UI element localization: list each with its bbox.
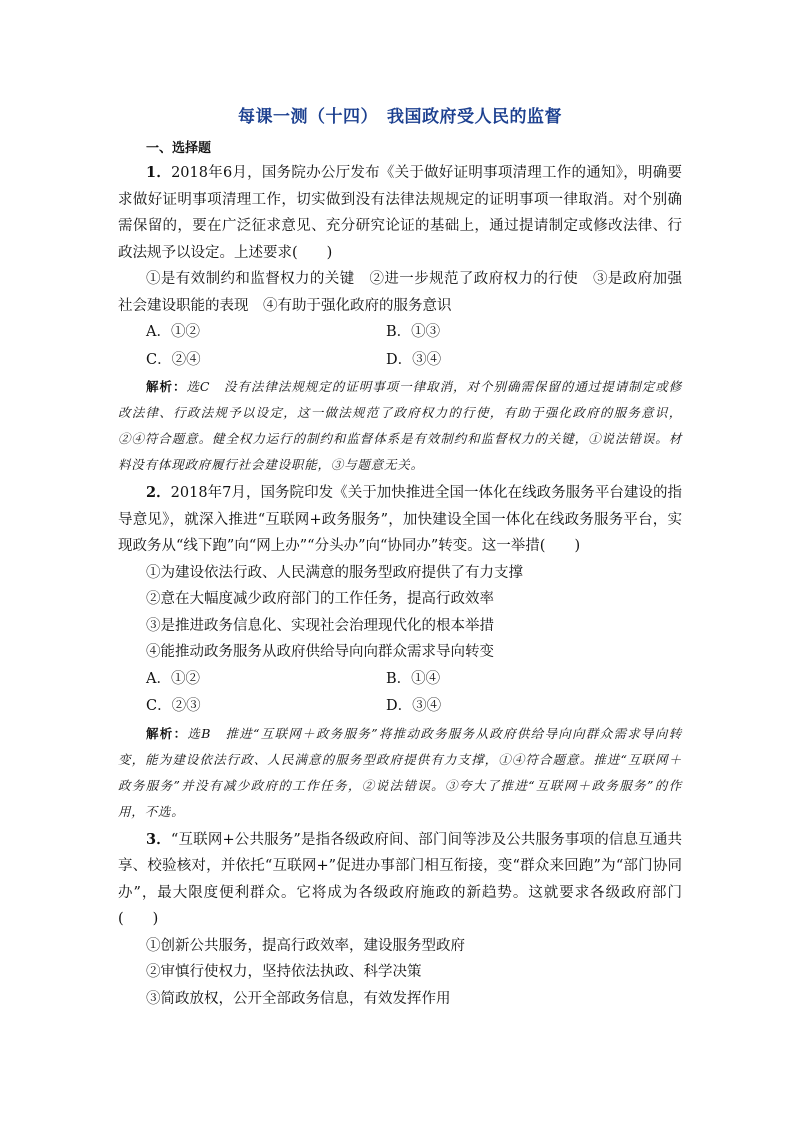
option-d[interactable]: D．③④ (386, 351, 442, 368)
statement: ④能推动政务服务从政府供给导向向群众需求导向转变 (146, 644, 494, 660)
option-c[interactable]: C．②④ (146, 351, 201, 368)
option-b[interactable]: B．①③ (386, 324, 441, 340)
question-text: “互联网+公共服务”是指各级政府间、部门间等涉及公共服务事项的信息互通共享、校验核对，并依托“互联网+”促进办事部门相互衔接，变“群众来回跑”为“部门协同办”，最大限度便利群众。它将成为各级政府施政的新趋势。这就要求各级政府部门( ) (118, 831, 682, 927)
statement: ②审慎行使权力，坚持依法执政、科学决策 (146, 964, 422, 980)
question-1 (118, 160, 682, 478)
analysis-label: 解析： (146, 725, 188, 741)
page-title: 每课一测（十四） 我国政府受人民的监督 (238, 107, 562, 127)
statement: ①为建设依法行政、人民满意的服务型政府提供了有力支撑 (146, 564, 523, 581)
question-number: 1． (146, 164, 172, 181)
option-b[interactable]: B．①④ (386, 670, 441, 687)
statement: ③简政放权，公开全部政务信息，有效发挥作用 (146, 990, 451, 1007)
question-3 (118, 827, 682, 1013)
question-text: 2018年7月，国务院印发《关于加快推进全国一体化在线政务服务平台建设的指导意见》，就深入推进“互联网+政务服务”，加快建设全国一体化在线政务服务平台，实现政务从“线下跑”向“网上办”“分头办”向“协同办”转变。这一举措( ) (118, 485, 683, 554)
question-text: 2018年6月，国务院办公厅发布《关于做好证明事项清理工作的通知》，明确要求做好证明事项清理工作，切实做到没有法律法规规定的证明事项一律取消。对个别确需保留的，要在广泛征求意见、充分研究论证的基础上，通过提请制定或修改法律、行政法规予以设定。上述要求( ) (118, 165, 682, 261)
section-heading: 一、选择题 (146, 141, 212, 156)
document-page (118, 104, 682, 1012)
option-a[interactable]: A．①② (146, 670, 200, 687)
question-number: 3． (146, 830, 171, 848)
option-d[interactable]: D．③④ (386, 698, 442, 714)
statement: ①是有效制约和监督权力的关键 ②进一步规范了政府权力的行使 ③是政府加强社会建设职能的表现 ④有助于强化政府的服务意识 (118, 271, 682, 314)
statement: ①创新公共服务，提高行政效率，建设服务型政府 (146, 937, 465, 954)
analysis-text: 选B 推进“互联网＋政务服务”将推动政务服务从政府供给导向向群众需求导向转变，能为建设依法行政、人民满意的服务型政府提供有力支撑，①④符合题意。推进“互联网＋政务服务”并没有减少政府的工作任务，②说法错误。③夸大了推进“互联网＋政务服务”的作用，不选。 (118, 725, 682, 819)
question-stem (118, 827, 682, 933)
statement: ②意在大幅度减少政府部门的工作任务，提高行政效率 (146, 591, 494, 607)
question-stem (118, 160, 682, 266)
answer-options (118, 666, 682, 721)
analysis (118, 374, 682, 478)
option-a[interactable]: A．①② (146, 324, 200, 340)
statement: ③是推进政务信息化、实现社会治理现代化的根本举措 (146, 617, 494, 634)
question-stem (118, 480, 682, 560)
question-number: 2． (146, 484, 171, 501)
analysis-label: 解析： (146, 379, 187, 394)
analysis (118, 721, 682, 825)
answer-options (118, 319, 682, 374)
analysis-text: 选C 没有法律法规规定的证明事项一律取消，对个别确需保留的通过提请制定或修改法律、行政法规予以设定，这一做法规范了政府权力的行使，有助于强化政府的服务意识，②④符合题意。健全权力运行的制约和监督体系是有效制约和监督权力的关键，①说法错误。材料没有体现政府履行社会建设职能，③与题意无关。 (118, 379, 682, 472)
question-2 (118, 480, 682, 825)
option-c[interactable]: C．②③ (146, 698, 201, 714)
